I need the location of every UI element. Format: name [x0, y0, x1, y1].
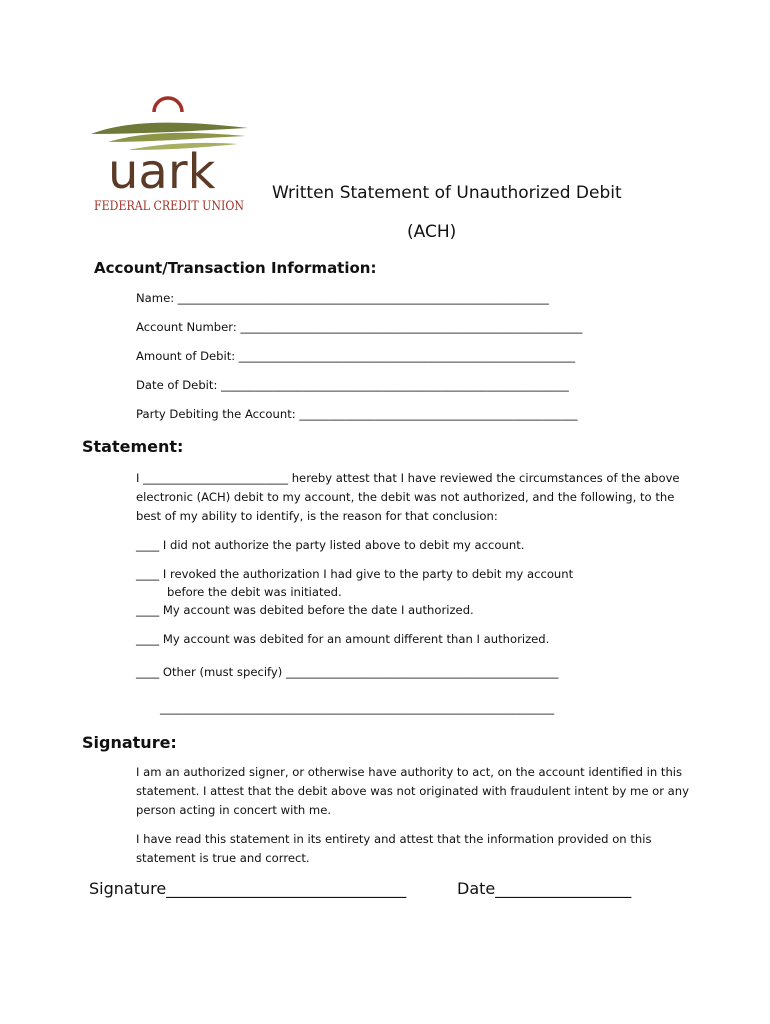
option-other[interactable]: ____ Other (must specify) _______________________________________________ [136, 665, 559, 679]
option-different-amount[interactable]: ____ My account was debited for an amount different than I authorized. [136, 632, 550, 646]
document-title: Written Statement of Unauthorized Debit [272, 183, 622, 203]
option-debited-before-date[interactable]: ____ My account was debited before the date I authorized. [136, 603, 474, 617]
account-section-heading: Account/Transaction Information: [94, 259, 377, 277]
account-number-field[interactable]: Account Number: ___________________________________________________________ [136, 320, 583, 334]
option-did-not-authorize[interactable]: ____ I did not authorize the party listed above to debit my account. [136, 538, 525, 552]
amount-of-debit-field[interactable]: Amount of Debit: __________________________________________________________ [136, 349, 576, 363]
uark-logo-graphic [88, 90, 250, 216]
signature-line[interactable]: Signature______________________________ [89, 879, 407, 898]
signature-attestation-paragraph: I am an authorized signer, or otherwise have authority to act, on the account identified in this statement. I attest that the debit above was not originated with fraudulent intent by me or any person acting in concert with me. [136, 765, 689, 817]
other-specify-line[interactable]: ____________________________________________________________________ [160, 701, 555, 715]
uark-logo [88, 90, 250, 216]
statement-intro: I _________________________ hereby attest that I have reviewed the circumstances of the above electronic (ACH) debit to my account, the debit was not authorized, and the following, to the best of my ability to identify, is the reason for that conclusion: [136, 471, 680, 523]
logo-subtitle: FEDERAL CREDIT UNION [94, 199, 244, 214]
statement-section-heading: Statement: [82, 437, 184, 456]
signature-section-heading: Signature: [82, 733, 177, 752]
signature-read-paragraph: I have read this statement in its entirety and attest that the information provided on this statement is true and correct. [136, 832, 652, 865]
option-revoked-authorization[interactable]: ____ I revoked the authorization I had give to the party to debit my account [136, 567, 574, 581]
date-line[interactable]: Date_________________ [457, 879, 632, 898]
date-of-debit-field[interactable]: Date of Debit: ____________________________________________________________ [136, 378, 569, 392]
option-revoked-continuation: before the debit was initiated. [167, 585, 342, 599]
logo-wordmark: uark [108, 144, 216, 200]
party-debiting-field[interactable]: Party Debiting the Account: ________________________________________________ [136, 407, 578, 421]
name-field[interactable]: Name: ________________________________________________________________ [136, 291, 549, 305]
document-subtitle: (ACH) [407, 222, 457, 242]
